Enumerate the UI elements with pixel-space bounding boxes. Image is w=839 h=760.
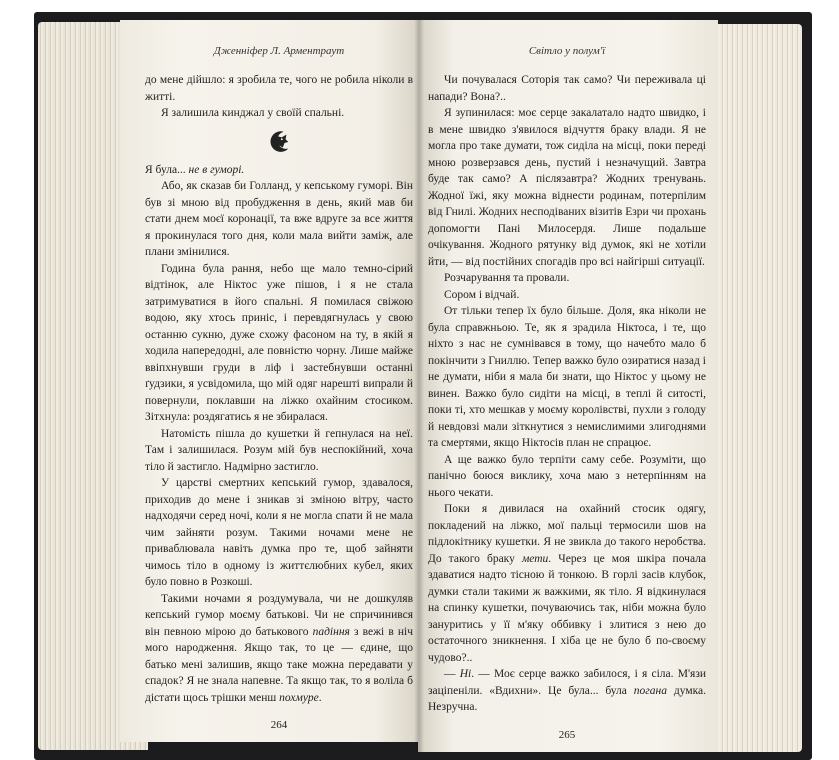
text: Я залишила кинджал у своїй спальні. [161, 107, 345, 119]
paragraph [428, 105, 706, 270]
text: У царстві смертних кепський гумор, здавалося, приходив до мене і зникав зі зміною вітру, часто надходячи серед ночі, коли я не могла спати й не мала чим зайняти розум. Такими ночами мене не приваблювала навіть думка про те, щоб зайняти чимось тіло в одному із життєлюбних кубел, яких було повно в Розкоші. [145, 477, 413, 588]
text: Я зупинилася: моє серце закалатало надто швидко, і в мене швидко з'явилося відчуття браку влади. Я не могла про таке думати, тож сиділа на місці, поки переді мною розверзався день, пустий і незначущий. Завтра буде так само? А післязавтра? Жодних тренувань. Жодної їжі, яку можна віднести родинам, потерпілим від Гнилі. Жодних несподіваних візитів Езри чи прохань допомогти Пані Милосердя. Лише подальше очікування. Жодного рятунку від думок, які не хотіли йти, — від постійних спогадів про всі найгірші ситуації. [428, 107, 706, 268]
text: Я була... [145, 163, 189, 176]
italic-text: не в гуморі. [188, 163, 245, 176]
text-after-ornament [145, 162, 413, 707]
text-before-ornament [145, 72, 413, 122]
text: Година була рання, небо ще мало темно-сірий відтінок, але Ніктос уже пішов, і я не стала затримуватися в його спальні. Я помилася свіжою водою, яку хтось приніс, і перевдягнулась у свою останню сукню, дуже схожу фасоном на ту, в якій я ходила напередодні, але повністю чорну. Лише майже ввіпхнувши груди в ліф і застебнувши останні ґудзики, я усвідомила, що мій одяг нарешті випрали й повернули, поклавши на ліжко охайним стосиком. Зітхнула: роздягатись я не збиралася. [145, 262, 413, 423]
page-number: 264 [270, 719, 288, 731]
text: От тільки тепер їх було більше. Доля, яка ніколи не була справжньою. Те, як я зрадила Ніктоса, і те, що ніхто з нас не сумнівався в тому, що начебто мало б покінчити з Гниллю. Тепер важко було озиратися назад і не думати, ніби я мала би знати, що Ніктос у цьому не винен. Важко було сидіти на місці, в теплі й ситості, поки ті, хто мешкав у моєму королівстві, пухли з голоду й невдовзі мали зіткнутися з немислимими злигоднями та смертями, якщо Ніктосів план не спрацює. [428, 305, 706, 449]
paragraph [428, 452, 706, 502]
text: . — Моє серце важко забилося, і я сіла. М'язи заціпеніли. «Вдихни». Це була... була [428, 668, 707, 697]
paragraph [145, 591, 413, 707]
paragraph [145, 475, 413, 591]
moon-wolf-ornament-icon [265, 128, 293, 156]
paragraph [428, 270, 706, 287]
text: Розчарування та провали. [444, 272, 570, 284]
text: . Через це моя шкіра почала здаватися надто тісною й тонкою. В горлі засів клубок, думки стали такими ж важкими, як тіло. Я відкинулася на спинку кушетки, почуваючись так, ніби можна було зануритись у її м'яку оббивку і злитися з нею до остаточного зникнення. І хіба це не було б по-своєму чудово?.. [428, 552, 706, 664]
paragraph [145, 72, 413, 105]
text: до мене дійшло: я зробила те, чого не робила ніколи в житті. [145, 74, 413, 103]
italic-text: падіння [312, 625, 350, 638]
paragraph [145, 178, 413, 261]
paragraph [428, 666, 706, 716]
paragraph [428, 303, 706, 452]
paragraph [145, 261, 413, 426]
text: Чи почувалася Соторія так само? Чи переживала ці напади? Вона?.. [428, 74, 706, 103]
paragraph [428, 287, 706, 304]
running-header-author: Дженніфер Л. Арментраут [213, 45, 345, 57]
text: Такими ночами я роздумувала, чи не дошкуляв кепський гумор моєму батькові. Чи не спричинився він певною мірою до батькового [145, 592, 413, 638]
paragraph [145, 162, 413, 179]
text: з вежі в ніч мого народження. Якщо так, то це — єдине, що батько мені залишив, якщо таке можна передавати у спадок? Я не знала напевне. Та якщо так, то я воліла б дістати щось трішки менш [145, 625, 414, 704]
text: думка. Незручна. [428, 684, 706, 713]
text: — [444, 668, 460, 680]
left-page [120, 20, 420, 742]
text: Натомість пішла до кушетки й гепнулася на неї. Там і залишилася. Розум мій був неспокійний, хоча тіло й застигло. Надмірно застигло. [145, 427, 413, 473]
italic-text: Ні [459, 668, 472, 680]
paragraph [428, 72, 706, 105]
page-number: 265 [558, 728, 576, 741]
paragraph [428, 501, 706, 666]
italic-text: погана [633, 684, 667, 697]
right-page-body [428, 72, 706, 716]
italic-text: похмуре [279, 691, 319, 704]
right-page [418, 20, 718, 752]
text: Поки я дивилася на охайний стосик одягу, покладений на ліжко, мої пальці термосили шов на підлокітнику кушетки. Я не звикла до такого неробства. До такого браку [428, 503, 706, 565]
left-page-body [145, 72, 413, 706]
text: А ще важко було терпіти саму себе. Розуміти, що панічно боюся виклику, хоча маю з нетерпінням на нього чекати. [428, 453, 706, 499]
paragraph [145, 105, 413, 122]
paragraph [145, 426, 413, 476]
text: . [318, 691, 322, 704]
text: Або, як сказав би Голланд, у кепському гуморі. Він був зі мною від пробудження в день, який мав би стати днем моєї коронації, та вже вдруге за все життя я прокинулася того дня, коли мала вийти заміж, але плани змінилися. [145, 180, 413, 258]
italic-text: мети [521, 552, 549, 565]
running-header-title: Світло у полум'ї [528, 45, 606, 57]
text: Сором і відчай. [444, 288, 520, 301]
